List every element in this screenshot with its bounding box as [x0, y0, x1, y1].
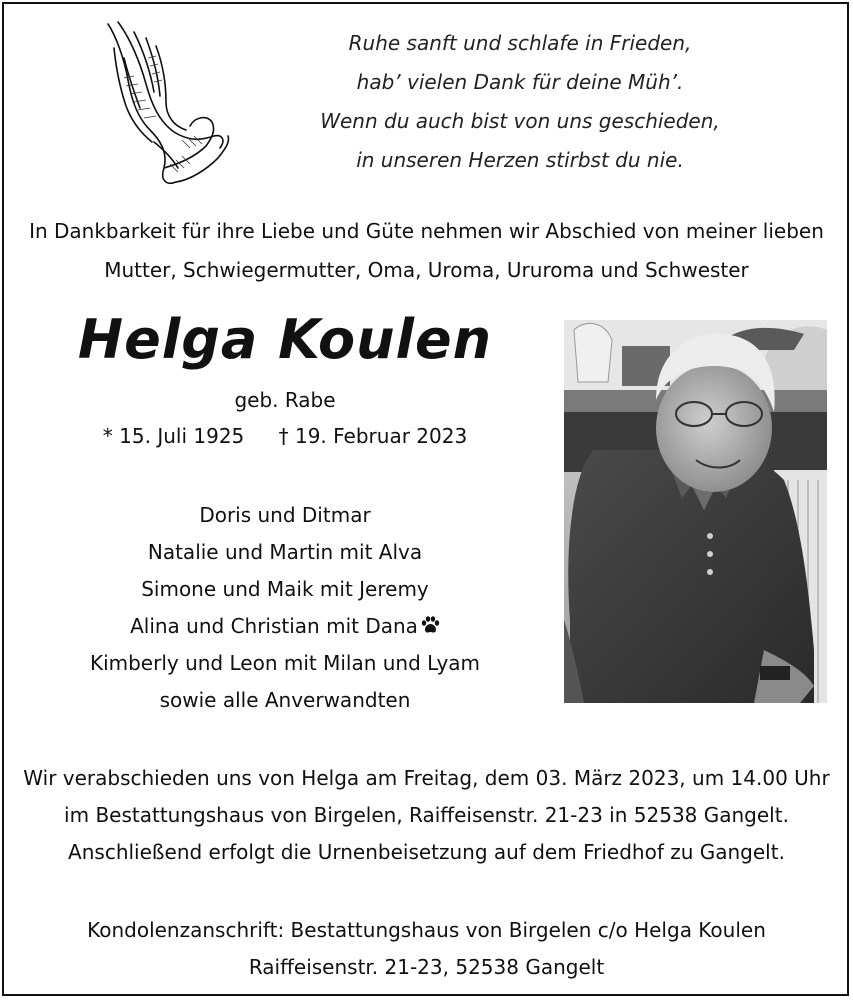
- poem-line: in unseren Herzen stirbst du nie.: [356, 148, 684, 172]
- poem: [270, 24, 770, 180]
- praying-hands-icon: [94, 18, 234, 188]
- condolence-address: [0, 912, 853, 986]
- intro-text: [0, 212, 853, 290]
- intro-line: Mutter, Schwiegermutter, Oma, Uroma, Ururoma und Schwester: [104, 258, 749, 282]
- family-member-text: Alina und Christian mit Dana: [130, 614, 418, 638]
- family-member: sowie alle Anverwandten: [159, 688, 411, 712]
- service-line: Wir verabschieden uns von Helga am Freitag, dem 03. März 2023, um 14.00 Uhr: [23, 766, 830, 790]
- death-date: † 19. Februar 2023: [278, 424, 468, 448]
- poem-line: Wenn du auch bist von uns geschieden,: [320, 109, 720, 133]
- birth-date: * 15. Juli 1925: [102, 424, 245, 448]
- intro-line: In Dankbarkeit für ihre Liebe und Güte nehmen wir Abschied von meiner lieben: [29, 219, 824, 243]
- service-line: Anschließend erfolgt die Urnenbeisetzung auf dem Friedhof zu Gangelt.: [68, 840, 785, 864]
- maiden-name: geb. Rabe: [234, 388, 336, 412]
- condolence-line: Kondolenzanschrift: Bestattungshaus von Birgelen c/o Helga Koulen: [87, 918, 766, 942]
- deceased-name: Helga Koulen: [77, 308, 493, 371]
- poem-line: hab’ vielen Dank für deine Müh’.: [356, 70, 684, 94]
- family-member: Kimberly und Leon mit Milan und Lyam: [89, 651, 481, 675]
- service-line: im Bestattungshaus von Birgelen, Raiffeisenstr. 21-23 in 52538 Gangelt.: [64, 803, 789, 827]
- service-info: [0, 760, 853, 871]
- family-member: Doris und Ditmar: [199, 503, 371, 527]
- family-member: [0, 608, 570, 645]
- family-list: [0, 497, 570, 719]
- poem-line: Ruhe sanft und schlafe in Frieden,: [348, 31, 692, 55]
- life-dates: [30, 424, 540, 448]
- paw-icon: [420, 615, 440, 635]
- condolence-line: Raiffeisenstr. 21-23, 52538 Gangelt: [248, 955, 605, 979]
- family-member: Simone und Maik mit Jeremy: [141, 577, 429, 601]
- portrait-photo: [564, 320, 827, 703]
- family-member: Natalie und Martin mit Alva: [147, 540, 423, 564]
